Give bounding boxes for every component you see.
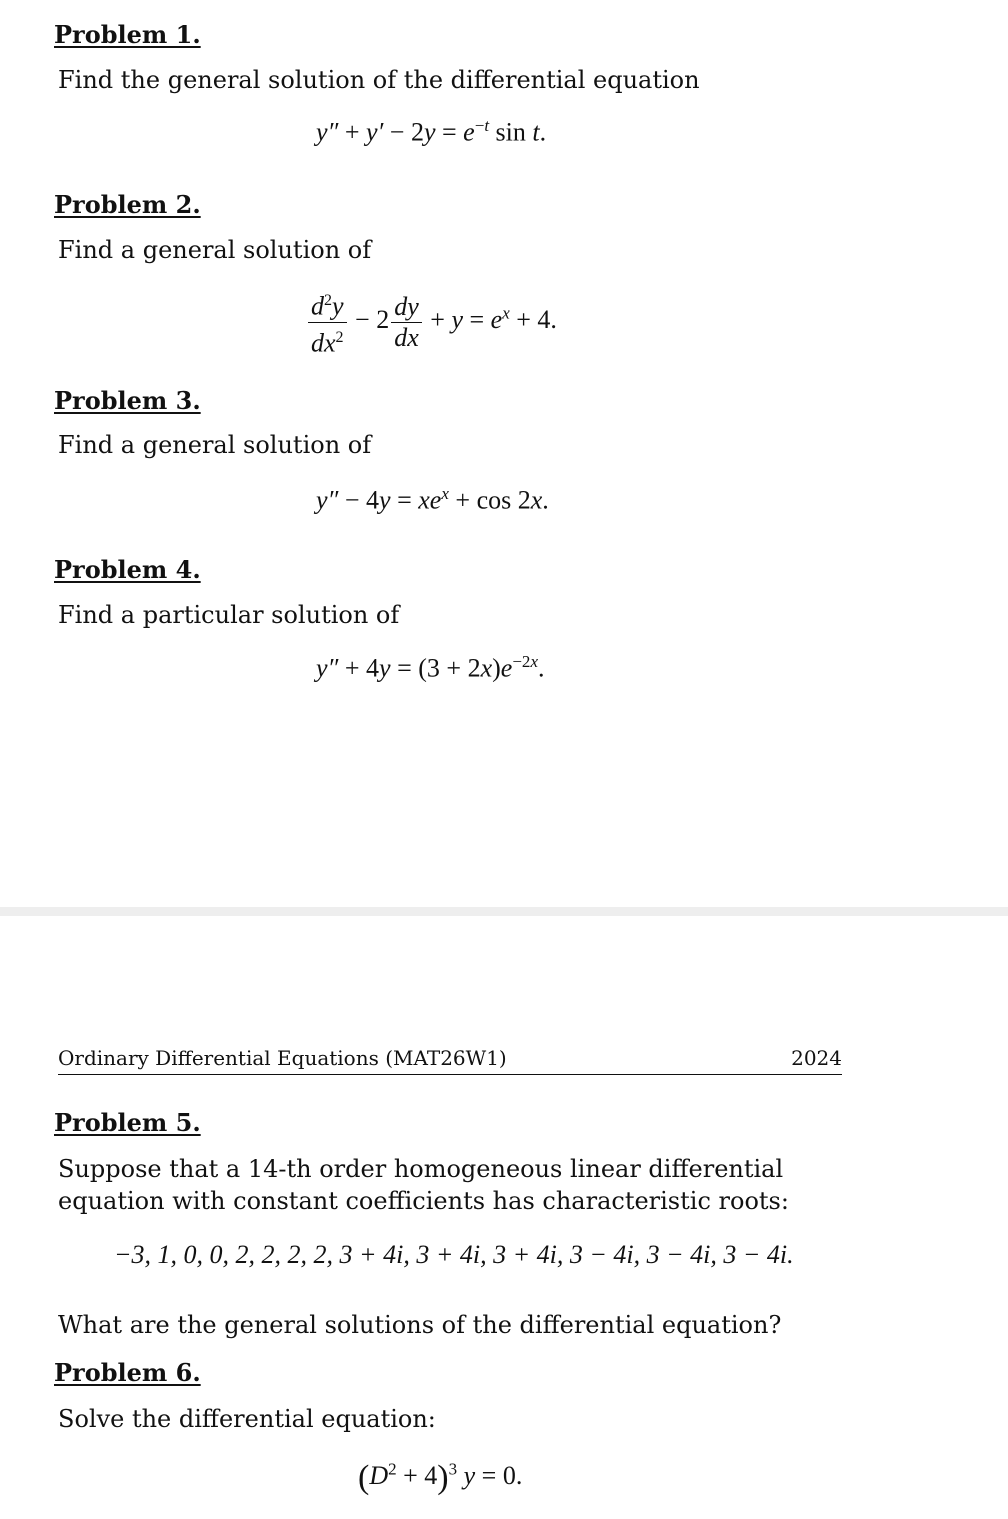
- problem-3-text: Find a general solution of: [58, 431, 372, 459]
- problem-1-equation: $y'' + y' - 2y = e^{-t}$ sin t.: [316, 116, 547, 147]
- problem-4-title: Problem 4.: [54, 555, 201, 584]
- problem-1-title: Problem 1.: [54, 20, 201, 49]
- problem-5-question: What are the general solutions of the differential equation?: [58, 1311, 782, 1339]
- problem-6-text: Solve the differential equation:: [58, 1405, 436, 1433]
- problem-5-title: Problem 5.: [54, 1108, 201, 1137]
- problem-3-equation: $y'' - 4y = xe^x + \cos 2x$.: [316, 484, 549, 515]
- problem-4-equation: $y'' + 4y = (3 + 2x)e^{-2x}$.: [316, 652, 545, 683]
- course-title: Ordinary Differential Equations (MAT26W1): [58, 1046, 507, 1070]
- problem-5-text: Suppose that a 14-th order homogeneous linear differential equation with constant coefficients has characteristic roots:: [58, 1155, 789, 1215]
- problem-1-text: Find the general solution of the differential equation: [58, 66, 700, 94]
- problem-6-equation: $(D^2 + 4)^3$ y = 0.: [358, 1459, 523, 1496]
- problem-2-text: Find a general solution of: [58, 236, 372, 264]
- page-header: [58, 1044, 842, 1075]
- page-2: [0, 916, 1008, 1519]
- problem-3-title: Problem 3.: [54, 386, 201, 415]
- header-year: 2024: [791, 1046, 842, 1070]
- problem-2-title: Problem 2.: [54, 190, 201, 219]
- problem-2-equation: $\frac{d^2y}{dx^2}$ − 2 $\frac{dy}{dx}$ + $y = e^x + 4$.: [306, 286, 557, 358]
- problem-6-title: Problem 6.: [54, 1358, 201, 1387]
- problem-4-text: Find a particular solution of: [58, 601, 400, 629]
- problem-5-roots: −3, 1, 0, 0, 2, 2, 2, 2, 3 + 4i, 3 + 4i, 3 + 4i, 3 − 4i, 3 − 4i, 3 − 4i.: [114, 1240, 794, 1269]
- page-separator: [0, 907, 1008, 916]
